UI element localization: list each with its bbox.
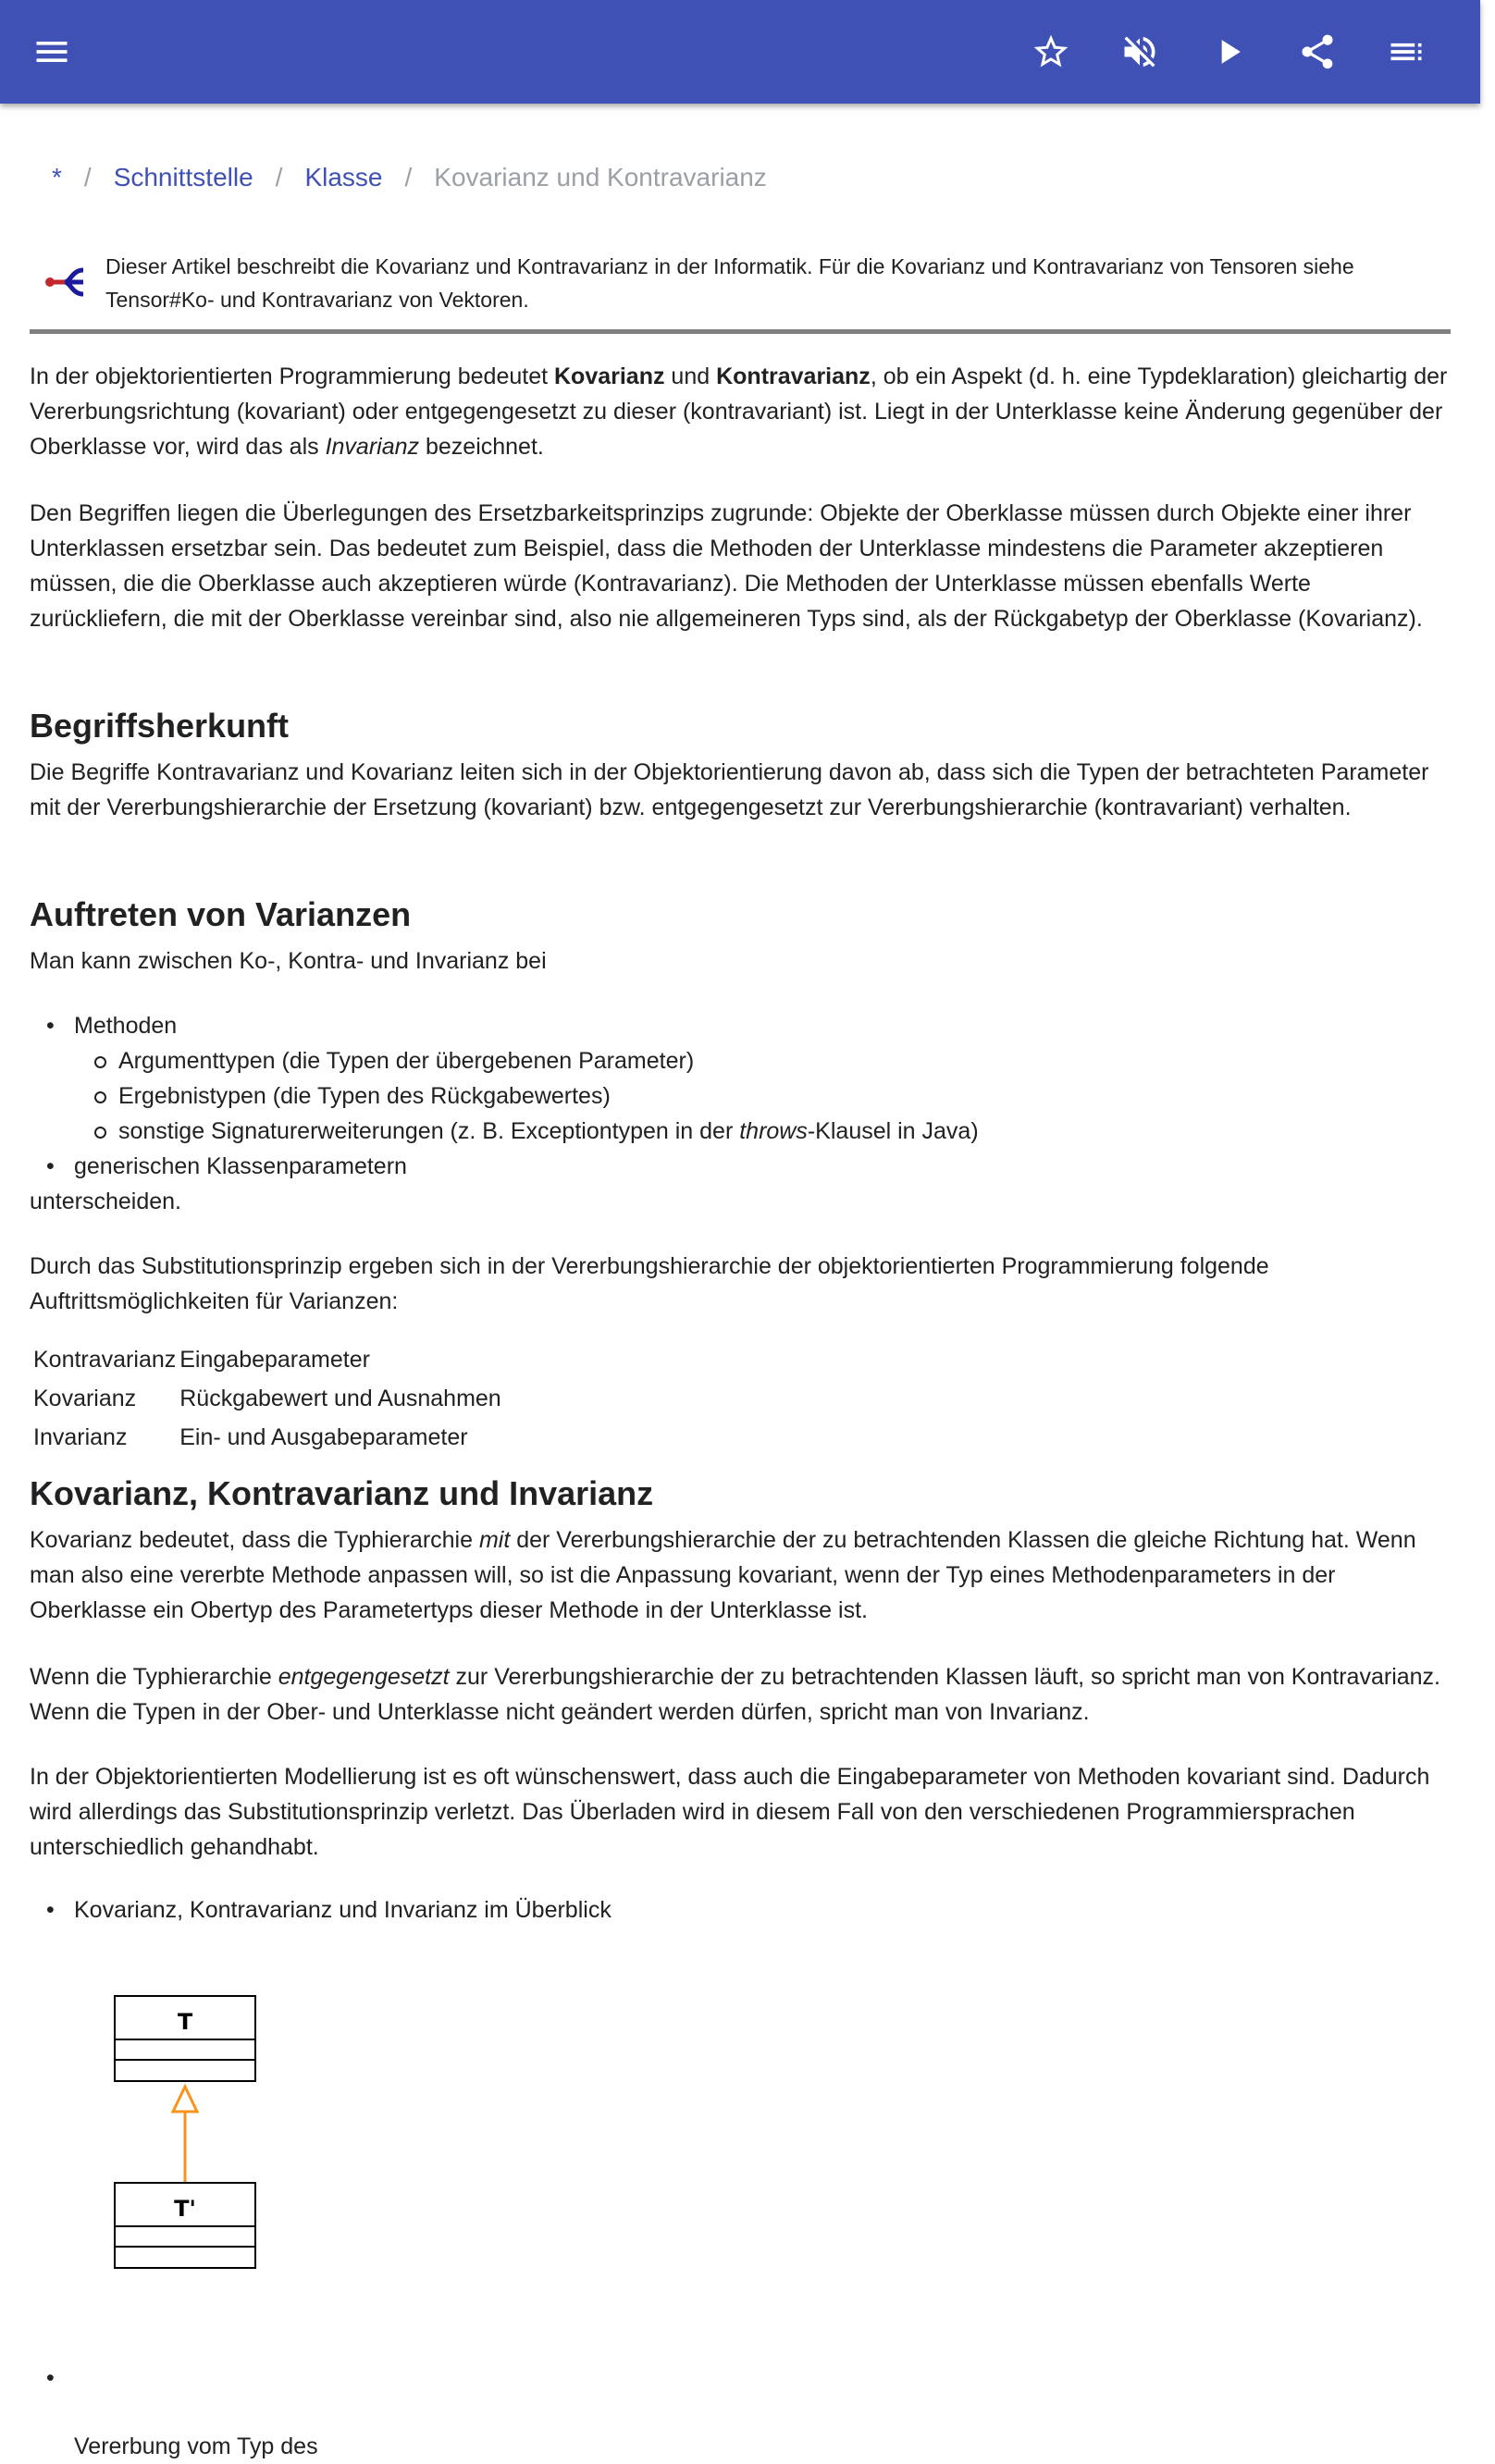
list-item: • generischen Klassenparametern	[74, 1149, 407, 1184]
table-row	[33, 1418, 505, 1457]
diagram-caption: Vererbung vom Typ des	[74, 2433, 318, 2459]
breadcrumb-root[interactable]: *	[52, 163, 62, 191]
breadcrumb-separator: /	[275, 163, 283, 191]
table-cell: Kovarianz	[33, 1386, 137, 1411]
intro-paragraph-1	[30, 359, 1451, 464]
uml-class-name-top: T	[177, 2009, 193, 2035]
text-run: In der objektorientierten Programmierung bedeutet	[30, 363, 554, 389]
variance-table	[33, 1340, 505, 1457]
breadcrumb-item-klasse[interactable]: Klasse	[304, 163, 383, 191]
app-bar	[0, 0, 1480, 104]
sub-list-item: Ergebnistypen (die Typen des Rückgabewertes)	[118, 1078, 611, 1114]
text-run: sonstige Signaturerweiterungen (z. B. Exceptiontypen in der	[118, 1118, 740, 1144]
section-kovarianz-paragraph-1	[30, 1522, 1451, 1628]
breadcrumb-separator: /	[404, 163, 413, 191]
uml-inheritance-diagram	[85, 1996, 363, 2384]
table-cell: Invarianz	[33, 1424, 128, 1450]
star-outline-icon[interactable]	[1021, 22, 1081, 81]
menu-icon[interactable]	[22, 22, 81, 81]
section-heading-begriffsherkunft: Begriffsherkunft	[30, 707, 290, 745]
term-invarianz: Invarianz	[325, 434, 420, 460]
sub-list-item: Argumenttypen (die Typen der übergebenen Parameter)	[118, 1043, 694, 1078]
section-heading-kovarianz: Kovarianz, Kontravarianz und Invarianz	[30, 1474, 654, 1512]
text-run: Kovarianz bedeutet, dass die Typhierarchie	[30, 1527, 479, 1553]
uml-generalization-arrow	[173, 2087, 197, 2183]
uml-class-box-bottom	[115, 2183, 255, 2268]
breadcrumb	[52, 163, 767, 192]
section-kovarianz-paragraph-2	[30, 1659, 1451, 1730]
text-run: und	[664, 363, 717, 389]
table-cell: Ein- und Ausgabeparameter	[179, 1424, 468, 1450]
table-cell: Rückgabewert und Ausnahmen	[179, 1386, 501, 1411]
text-run: , ob ein Aspekt (d. h. eine Typdeklaration) gleichartig der Vererbungsrichtung (kovariant) oder entgegengesetzt zu dieser (kontravariant) ist. Liegt in der Unterklasse keine Änderung gegenüber der Oberklasse vor, wird das als	[30, 363, 1448, 460]
intro-paragraph-2: Den Begriffen liegen die Überlegungen des Ersetzbarkeitsprinzips zugrunde: Objekte der Oberklasse müssen durch Objekte einer ihrer Unterklassen ersetzbar sein. Das bedeutet zum Beispiel, dass die Methoden der Unterklasse mindestens die Parameter akzeptieren müssen, die die Oberklasse auch akzeptieren würde (Kontravarianz). Die Methoden der Unterklasse müssen ebenfalls Werte zurückliefern, die mit der Oberklasse vereinbar sind, also nie allgemeineren Typs sind, als der Rückgabetyp der Oberklasse (Kovarianz).	[30, 500, 1423, 632]
table-row	[33, 1340, 505, 1379]
list-item: • Methoden	[74, 1008, 177, 1043]
section-heading-auftreten: Auftreten von Varianzen	[30, 895, 412, 933]
emphasis-mit: mit	[478, 1527, 511, 1553]
table-of-contents-icon[interactable]	[1377, 22, 1436, 81]
text-run: Wenn die Typhierarchie	[30, 1664, 278, 1690]
share-icon[interactable]	[1288, 22, 1347, 81]
section-auftreten-lead: Man kann zwischen Ko-, Kontra- und Invarianz bei	[30, 948, 547, 974]
play-icon[interactable]	[1199, 22, 1258, 81]
section-auftreten-after-list: unterscheiden.	[30, 1189, 182, 1214]
section-kovarianz-paragraph-3: In der Objektorientierten Modellierung ist es oft wünschenswert, dass auch die Eingabeparameter von Methoden kovariant sind. Dadurch wird allerdings das Substitutionsprinzip verletzt. Das Überladen wird in diesem Fall von den verschiedenen Programmiersprachen unterschiedlich gehandhabt.	[30, 1764, 1430, 1860]
breadcrumb-separator: /	[83, 163, 92, 191]
table-row	[33, 1379, 505, 1418]
sub-list-item	[118, 1114, 979, 1149]
breadcrumb-current: Kovarianz und Kontravarianz	[434, 163, 767, 191]
text-run: der Vererbungshierarchie der zu betrachtenden Klassen die gleiche Richtung hat. Wenn man also eine vererbte Methode anpassen will, so ist die Anpassung kovariant, wenn der Typ eines Methodenparameters in der Oberklasse ein Obertyp des Parametertyps dieser Methode in der Unterklasse ist.	[30, 1527, 1416, 1623]
term-kontravarianz: Kontravarianz	[716, 363, 871, 389]
section-auftreten-paragraph-2: Durch das Substitutionsprinzip ergeben sich in der Vererbungshierarchie der objektorientierten Programmierung folgende Auftrittsmöglichkeiten für Varianzen:	[30, 1253, 1269, 1314]
keyword-throws: throws	[739, 1118, 808, 1144]
volume-off-icon[interactable]	[1110, 22, 1169, 81]
uml-class-name-bottom: T'	[174, 2196, 196, 2222]
hatnote-text: Dieser Artikel beschreibt die Kovarianz und Kontravarianz in der Informatik. Für die Kovarianz und Kontravarianz von Tensoren siehe Tensor#Ko- und Kontravarianz von Vektoren.	[105, 254, 1354, 312]
list-item: • Kovarianz, Kontravarianz und Invarianz im Überblick	[74, 1892, 612, 1928]
emphasis-entgegengesetzt: entgegengesetzt	[278, 1664, 450, 1690]
disambiguation-icon	[43, 259, 89, 305]
disambiguation-hatnote	[30, 250, 1451, 334]
table-cell: Kontravarianz	[33, 1347, 177, 1373]
text-run: bezeichnet.	[419, 434, 544, 460]
table-cell: Eingabeparameter	[179, 1347, 370, 1373]
breadcrumb-item-schnittstelle[interactable]: Schnittstelle	[113, 163, 253, 191]
text-run: zur Vererbungshierarchie der zu betrachtenden Klassen läuft, so spricht man von Kontravarianz. Wenn die Typen in der Ober- und Unterklasse nicht geändert werden dürfen, spricht man von Invarianz.	[30, 1664, 1441, 1725]
term-kovarianz: Kovarianz	[554, 363, 665, 389]
text-run: -Klausel in Java)	[807, 1118, 979, 1144]
uml-class-box-top	[115, 1996, 255, 2081]
section-begriffsherkunft-paragraph: Die Begriffe Kontravarianz und Kovarianz leiten sich in der Objektorientierung davon ab, dass sich die Typen der betrachteten Parameter mit der Vererbungshierarchie der Ersetzung (kovariant) bzw. entgegengesetzt zur Vererbungshierarchie (kontravariant) verhalten.	[30, 759, 1429, 820]
